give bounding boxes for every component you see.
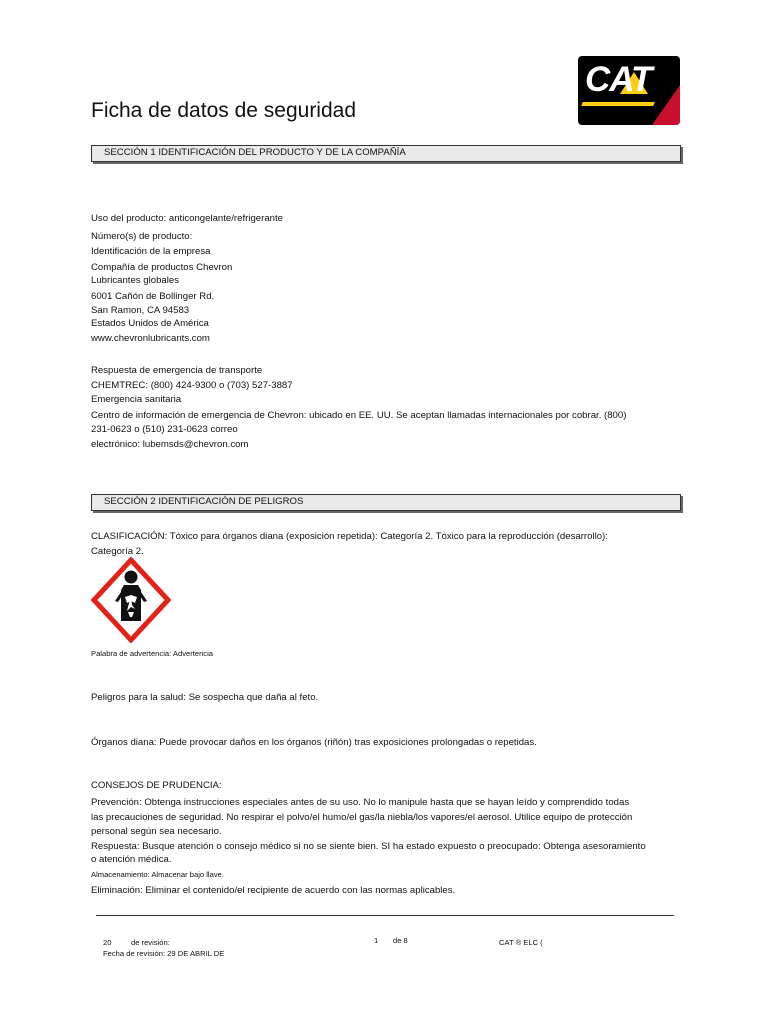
company-division: Lubricantes globales (91, 275, 180, 286)
classification-line-2: Categoría 2. (91, 546, 144, 557)
response-line-1: Respuesta: Busque atención o consejo médico si no se siente bien. SI ha estado expuesto o preocupado: Obtenga asesoramiento (91, 841, 646, 852)
transport-emergency-label: Respuesta de emergencia de transporte (91, 365, 263, 376)
prevention-line-2: las precauciones de seguridad. No respirar el polvo/el humo/el gas/la niebla/los vapores/el aerosol. Utilice equipo de protección (91, 812, 633, 823)
storage: Almacenamiento: Almacenar bajo llave. (91, 870, 224, 879)
section-1-title: SECCIÓN 1 IDENTIFICACIÓN DEL PRODUCTO Y DE LA COMPAÑÍA (104, 147, 406, 158)
section-1-header (91, 145, 681, 162)
footer-product: CAT ® ELC ( (499, 938, 543, 947)
precaution-title: CONSEJOS DE PRUDENCIA: (91, 780, 222, 791)
footer-revision-date: Fecha de revisión: 29 DE ABRIL DE (103, 949, 225, 958)
target-organs: Órganos diana: Puede provocar daños en los órganos (riñón) tras exposiciones prolongadas o repetidas. (91, 737, 537, 748)
product-use: Uso del producto: anticongelante/refrigerante (91, 213, 283, 224)
signal-word: Palabra de advertencia: Advertencia (91, 649, 214, 658)
footer-page-number: 1 (374, 936, 379, 945)
footer-page-total: de 8 (393, 936, 408, 945)
footer-revision-number: 20 (103, 938, 112, 947)
logo-wordmark: CAT (585, 60, 652, 99)
document-title: Ficha de datos de seguridad (91, 99, 357, 122)
logo-underline (581, 102, 654, 106)
section-2-header (91, 494, 681, 511)
cat-logo (578, 56, 680, 125)
logo-red-corner (652, 85, 680, 125)
health-emergency-label: Emergencia sanitaria (91, 394, 182, 405)
footer-rule (96, 915, 674, 916)
address-country: Estados Unidos de América (91, 318, 209, 329)
classification-line-1: CLASIFICACIÓN: Tóxico para órganos diana (exposición repetida): Categoría 2. Tóxico para la reproducción (desarrollo): (91, 531, 608, 542)
health-hazard-pictogram-icon (91, 557, 171, 643)
emergency-email: electrónico: lubemsds@chevron.com (91, 439, 249, 450)
disposal: Eliminación: Eliminar el contenido/el recipiente de acuerdo con las normas aplicables. (91, 885, 456, 896)
health-hazards: Peligros para la salud: Se sospecha que daña al feto. (91, 692, 319, 703)
emergency-center: Centro de información de emergencia de Chevron: ubicado en EE. UU. Se aceptan llamadas internacionales por cobrar. (800) (91, 410, 627, 421)
footer-revision-label: de revisión: (131, 938, 170, 947)
prevention-line-3: personal según sea necesario. (91, 826, 222, 837)
product-numbers: Número(s) de producto: (91, 231, 193, 242)
company-website: www.chevronlubricants.com (91, 333, 210, 344)
company-id-label: Identificación de la empresa (91, 246, 211, 257)
address-street: 6001 Cañón de Bollinger Rd. (91, 291, 215, 302)
emergency-phones: 231-0623 o (510) 231-0623 correo (91, 424, 238, 435)
chemtrec-phone: CHEMTREC: (800) 424-9300 o (703) 527-3887 (91, 380, 293, 391)
prevention-line-1: Prevención: Obtenga instrucciones especiales antes de su uso. No lo manipule hasta que se hayan leído y comprendido todas (91, 797, 630, 808)
response-line-2: o atención médica. (91, 854, 172, 865)
section-2-title: SECCIÓN 2 IDENTIFICACIÓN DE PELIGROS (104, 496, 304, 507)
address-city: San Ramon, CA 94583 (91, 305, 190, 316)
company-name: Compañía de productos Chevron (91, 262, 233, 273)
